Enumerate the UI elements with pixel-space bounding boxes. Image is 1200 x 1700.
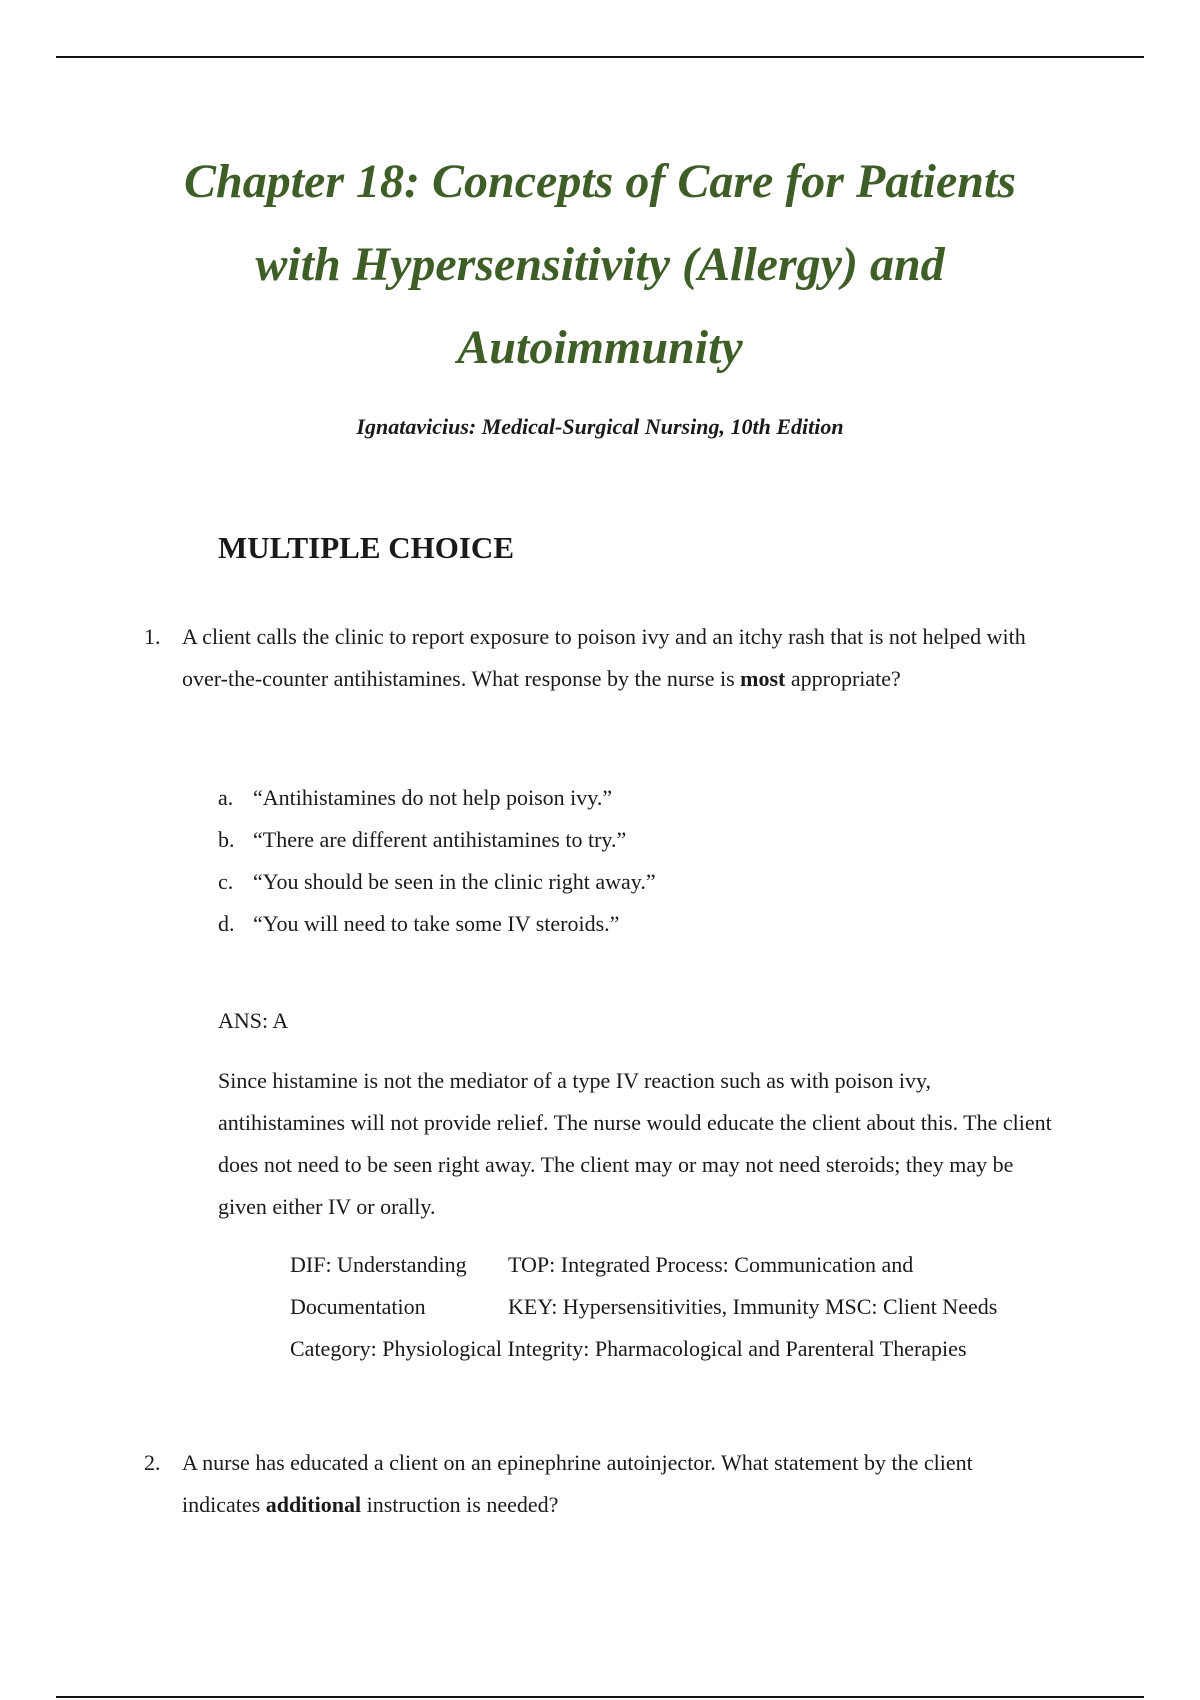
question-1-stem-text: A client calls the clinic to report exposure to poison ivy and an itchy rash that is not helped with over-the-counter antihistamines. What response by the nurse is	[182, 624, 1026, 691]
option-c-text: “You should be seen in the clinic right away.”	[253, 869, 656, 894]
question-2-stem-emphasis: additional	[265, 1492, 362, 1517]
meta-row-2	[290, 1286, 1080, 1328]
question-2-number: 2.	[144, 1450, 161, 1475]
meta-category: Category: Physiological Integrity: Pharmacological and Parenteral Therapies	[290, 1336, 967, 1361]
option-b-letter: b.	[218, 827, 235, 852]
option-b	[218, 819, 656, 861]
book-subtitle: Ignatavicius: Medical-Surgical Nursing, 10th Edition	[356, 414, 844, 439]
question-1-rationale: Since histamine is not the mediator of a type IV reaction such as with poison ivy, antihistamines will not provide relief. The nurse would educate the client about this. The client does not need to be seen right away. The client may or may not need steroids; they may be given either IV or orally.	[218, 1068, 1052, 1219]
question-1-number: 1.	[144, 624, 161, 649]
option-a-letter: a.	[218, 785, 234, 810]
option-a	[218, 777, 656, 819]
option-d-text: “You will need to take some IV steroids.”	[253, 911, 620, 936]
question-1-metadata	[290, 1244, 1080, 1370]
meta-difficulty: DIF: Understanding	[290, 1252, 467, 1277]
option-a-text: “Antihistamines do not help poison ivy.”	[253, 785, 613, 810]
meta-topic-continued: Documentation	[290, 1294, 426, 1319]
meta-row-1	[290, 1244, 1080, 1286]
question-2-stem	[182, 1442, 1042, 1526]
question-1-options	[218, 777, 656, 945]
option-b-text: “There are different antihistamines to try.”	[253, 827, 627, 852]
meta-topic: TOP: Integrated Process: Communication and	[508, 1252, 914, 1277]
option-d	[218, 903, 656, 945]
title-line-2: with Hypersensitivity (Allergy) and	[255, 238, 945, 291]
top-rule	[56, 56, 1144, 58]
meta-key-msc: KEY: Hypersensitivities, Immunity MSC: Client Needs	[508, 1294, 998, 1319]
question-2-stem-end: instruction is needed?	[361, 1492, 559, 1517]
question-2-stem-text: A nurse has educated a client on an epinephrine autoinjector. What statement by the client indicates	[182, 1450, 973, 1517]
page-title	[100, 140, 1100, 389]
title-line-1: Chapter 18: Concepts of Care for Patients	[183, 155, 1016, 208]
option-d-letter: d.	[218, 911, 235, 936]
question-1-answer: ANS: A	[218, 1008, 289, 1033]
title-line-3: Autoimmunity	[457, 321, 743, 374]
bottom-rule	[56, 1696, 1144, 1698]
section-heading: MULTIPLE CHOICE	[218, 530, 514, 565]
option-c	[218, 861, 656, 903]
question-1-stem-end: appropriate?	[785, 666, 901, 691]
option-c-letter: c.	[218, 869, 234, 894]
question-1-stem-emphasis: most	[740, 666, 786, 691]
meta-row-3	[290, 1328, 1080, 1370]
question-1-stem	[182, 616, 1042, 700]
